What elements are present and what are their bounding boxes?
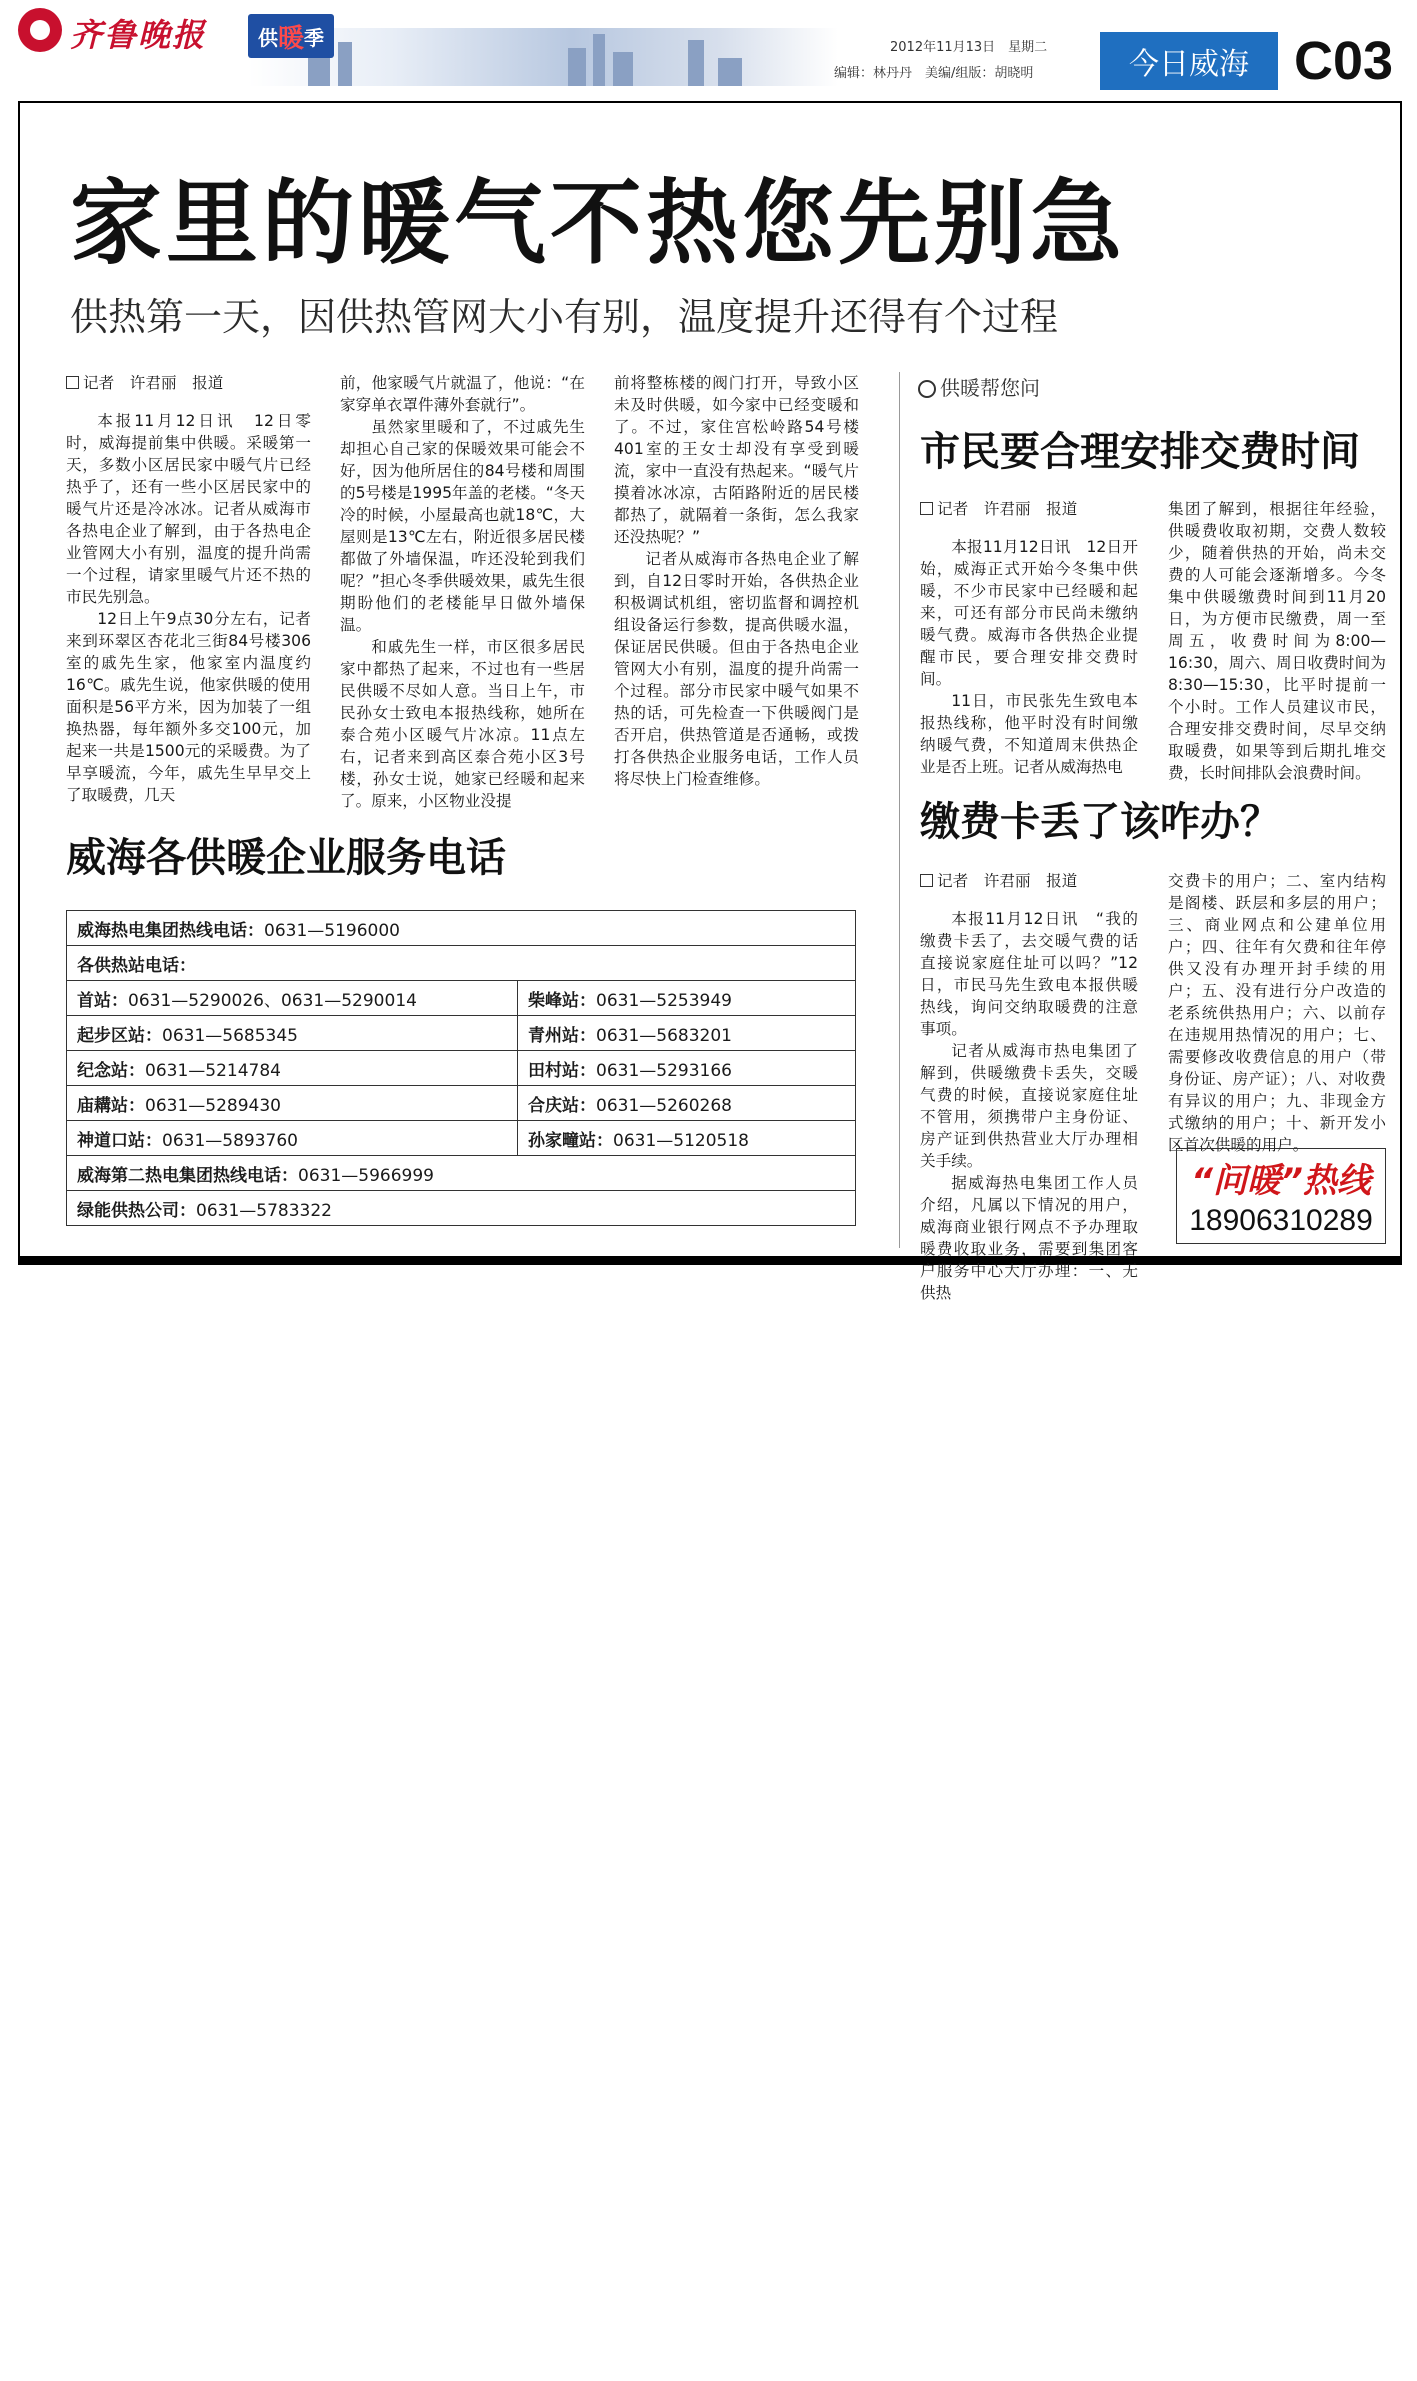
hotline-box — [1176, 1148, 1386, 1244]
newspaper-logo-icon — [18, 8, 62, 52]
column-divider — [899, 372, 900, 1248]
table-cell: 柴峰站：0631—5253949 — [518, 981, 856, 1016]
hotline-title: “问暖”热线 — [1191, 1161, 1371, 1201]
editor-credits: 编辑：林丹丹 美编/组版：胡晓明 — [834, 66, 1034, 81]
phones-section-title: 威海各供暖企业服务电话 — [66, 835, 506, 881]
paragraph: 前，他家暖气片就温了，他说：“在家穿单衣罩件薄外套就行”。 — [340, 374, 585, 414]
table-cell: 起步区站：0631—5685345 — [67, 1016, 518, 1051]
story1-headline: 市民要合理安排交费时间 — [920, 429, 1360, 475]
issue-date: 2012年11月13日 星期二 — [890, 40, 1048, 55]
table-cell: 孙家疃站：0631—5120518 — [518, 1121, 856, 1156]
lead-column-2 — [340, 372, 585, 812]
table-row — [67, 1156, 856, 1191]
page-number: C03 — [1294, 31, 1394, 91]
lead-column-3 — [614, 372, 859, 790]
story1-column-1 — [920, 498, 1138, 778]
story2-column-1 — [920, 870, 1138, 1304]
main-subheadline: 供热第一天，因供热管网大小有别，温度提升还得有个过程 — [70, 295, 1059, 339]
phone-directory-table — [66, 910, 856, 1226]
paragraph: 和戚先生一样，市区很多居民家中都热了起来，不过也有一些居民供暖不尽如人意。当日上午，市民孙女士致电本报热线称，她所在泰合苑小区暖气片冰凉。11点左右，记者来到高区泰合苑小区3号楼，孙女士说，她家已经暖和起来了。原来，小区物业没提 — [340, 638, 585, 810]
table-row — [67, 1016, 856, 1051]
masthead — [18, 8, 1398, 91]
city-skyline-banner — [248, 28, 838, 86]
table-row — [67, 1051, 856, 1086]
paragraph: 本报11月12日讯 12日开始，威海正式开始今冬集中供暖，不少市民家中已经暖和起来，可还有部分市民尚未缴纳暖气费。威海市各供热企业提醒市民，要合理安排交费时间。 — [920, 538, 1138, 688]
story1-byline: 记者 许君丽 报道 — [920, 498, 1138, 520]
column-tag: 供暖帮您问 — [918, 372, 1040, 401]
paragraph: 虽然家里暖和了，不过戚先生却担心自己家的保暖效果可能会不好，因为他所居住的84号楼和周围的5号楼是1995年盖的老楼。“冬天冷的时候，小屋最高也就18℃，大屋则是13℃左右，附近很多居民楼都做了外墙保温，咋还没轮到我们呢？”担心冬季供暖效果，戚先生很期盼他们的老楼能早日做外墙保温。 — [340, 418, 585, 634]
hotline-number: 18906310289 — [1189, 1204, 1373, 1237]
ring-icon — [918, 380, 936, 398]
paragraph: 前将整栋楼的阀门打开，导致小区未及时供暖，如今家中已经变暖和了。不过，家住宫松岭路54号楼401室的王女士却没有享受到暖流，家中一直没有热起来。“暖气片摸着冰冰凉，古陌路附近的居民楼都热了，就隔着一条街，怎么我家还没热呢？” — [614, 374, 859, 546]
table-row — [67, 911, 856, 946]
byline-box-icon — [920, 874, 933, 887]
heating-season-badge: 供 暖 季 — [248, 14, 334, 58]
lead-byline: 记者 许君丽 报道 — [66, 372, 311, 394]
byline-box-icon — [920, 502, 933, 515]
paragraph: 本报11月12日讯 “我的缴费卡丢了，去交暖气费的话直接说家庭住址可以吗？”12日，市民马先生致电本报供暖热线，询问交纳取暖费的注意事项。 — [920, 910, 1138, 1038]
table-cell: 首站：0631—5290026、0631—5290014 — [67, 981, 518, 1016]
table-row — [67, 1121, 856, 1156]
table-cell: 青州站：0631—5683201 — [518, 1016, 856, 1051]
article-frame-bottom-rule — [18, 1256, 1402, 1264]
table-row — [67, 946, 856, 981]
main-headline: 家里的暖气不热您先别急 — [70, 170, 1127, 277]
section-tag: 今日威海 — [1100, 32, 1278, 90]
table-cell: 神道口站：0631—5893760 — [67, 1121, 518, 1156]
paragraph: 11日，市民张先生致电本报热线称，他平时没有时间缴纳暖气费，不知道周末供热企业是否上班。记者从威海热电 — [920, 692, 1138, 776]
paragraph: 本报11月12日讯 12日零时，威海提前集中供暖。采暖第一天，多数小区居民家中暖气片已经热乎了，还有一些小区居民家中的暖气片还是冷冰冰。记者从威海市各热电企业了解到，由于各热电企业管网大小有别，温度的提升尚需一个过程，请家里暖气片还不热的市民先别急。 — [66, 412, 311, 606]
table-row — [67, 1191, 856, 1226]
story1-column-2 — [1168, 498, 1386, 784]
paragraph: 记者从威海市各热电企业了解到，自12日零时开始，各供热企业积极调试机组，密切监督和调控机组设备运行参数，提高供暖水温，保证居民供暖。但由于各热电企业管网大小有别，温度的提升尚需一个过程。部分市民家中暖气如果不热的话，可先检查一下供暖阀门是否开启，供热管道是否通畅，或拨打各供热企业服务电话，工作人员将尽快上门检查维修。 — [614, 550, 859, 788]
table-cell: 田村站：0631—5293166 — [518, 1051, 856, 1086]
table-cell: 绿能供热公司：0631—5783322 — [67, 1191, 856, 1226]
paragraph: 记者从威海市热电集团了解到，供暖缴费卡丢失，交暖气费的时候，直接说家庭住址不管用，须携带户主身份证、房产证到供热营业大厅办理相关手续。 — [920, 1042, 1138, 1170]
table-cell: 威海热电集团热线电话：0631—5196000 — [67, 911, 856, 946]
table-cell: 合庆站：0631—5260268 — [518, 1086, 856, 1121]
paragraph: 集团了解到，根据往年经验，供暖费收取初期，交费人数较少，随着供热的开始，尚未交费的人可能会逐渐增多。今冬集中供暖缴费时间到11月20日，为方便市民缴费，周一至周五，收费时间为8:00—16:30，周六、周日收费时间为8:30—15:30，比平时提前一个小时。工作人员建议市民，合理安排交费时间，尽早交纳取暖费，如果等到后期扎堆交费，长时间排队会浪费时间。 — [1168, 500, 1386, 782]
paragraph: 交费卡的用户；二、室内结构是阁楼、跃层和多层的用户；三、商业网点和公建单位用户；四、往年有欠费和往年停供又没有办理开封手续的用户；五、没有进行分户改造的老系统供热用户；六、以前存在违规用热情况的用户；七、需要修改收费信息的用户（带身份证、房产证）；八、对收费有异议的用户；九、非现金方式缴纳的用户；十、新开发小区首次供暖的用户。 — [1168, 872, 1386, 1154]
table-cell: 庙耩站：0631—5289430 — [67, 1086, 518, 1121]
story2-headline: 缴费卡丢了该咋办？ — [920, 799, 1280, 845]
table-cell: 威海第二热电集团热线电话：0631—5966999 — [67, 1156, 856, 1191]
byline-box-icon — [66, 376, 79, 389]
lead-column-1 — [66, 372, 311, 806]
table-row — [67, 981, 856, 1016]
newspaper-logo: 齐鲁晚报 — [70, 16, 207, 54]
story2-column-2 — [1168, 870, 1386, 1156]
paragraph: 12日上午9点30分左右，记者来到环翠区杏花北三街84号楼306室的戚先生家，他家室内温度约16℃。戚先生说，他家供暖的使用面积是56平方米，因为加装了一组换热器，每年额外多交100元，加起来一共是1500元的采暖费。为了早享暖流，今年，戚先生早早交上了取暖费，几天 — [66, 610, 311, 804]
table-row — [67, 1086, 856, 1121]
paragraph: 据威海热电集团工作人员介绍，凡属以下情况的用户，威海商业银行网点不予办理取暖费收取业务，需要到集团客户服务中心大厅办理：一、无供热 — [920, 1174, 1138, 1302]
story2-byline: 记者 许君丽 报道 — [920, 870, 1138, 892]
table-cell: 纪念站：0631—5214784 — [67, 1051, 518, 1086]
table-cell: 各供热站电话： — [67, 946, 856, 981]
